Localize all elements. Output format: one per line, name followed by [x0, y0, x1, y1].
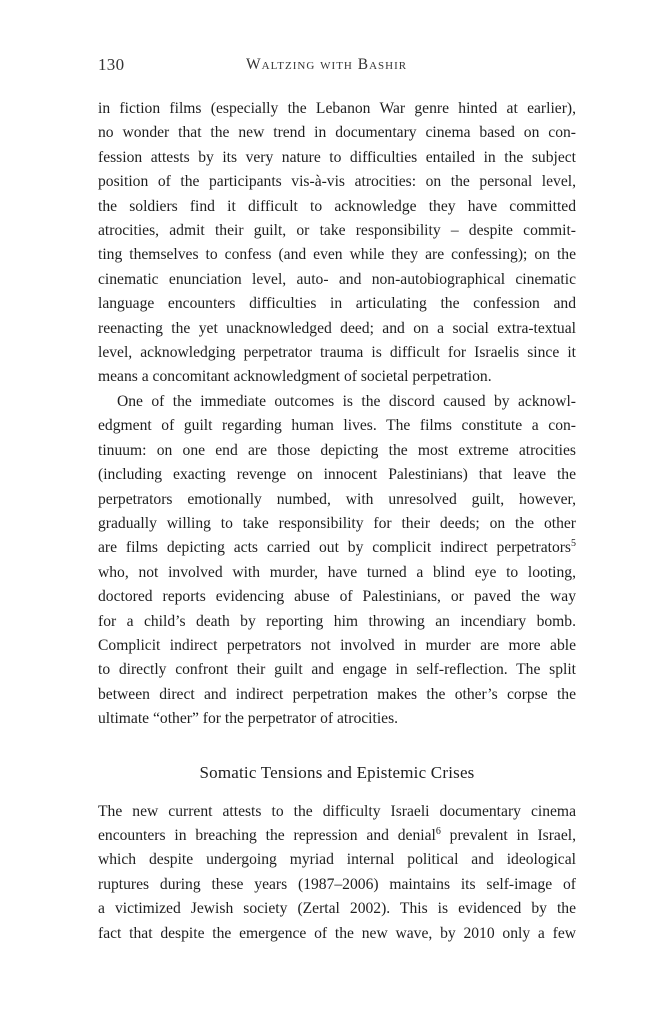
text-fragment: are films depicting acts carried out by complicit indirect perpetrators: [98, 539, 571, 557]
text-line: One of the immediate outcomes is the discord caused by acknowl-: [117, 392, 576, 410]
text-line: between direct and indirect perpetration makes the other’s corpse the: [98, 685, 576, 703]
text-line: level, acknowledging perpetrator trauma is difficult for Israelis since it: [98, 344, 576, 362]
text-line: fact that despite the emergence of the new wave, by 2010 only a few: [98, 924, 576, 942]
body-text: [98, 97, 576, 946]
text-line-with-footnote: [98, 536, 576, 560]
section-heading: Somatic Tensions and Epistemic Crises: [199, 762, 475, 782]
footnote-reference-6[interactable]: 6: [435, 825, 441, 837]
text-fragment: prevalent in Israel,: [440, 826, 576, 844]
text-line: language encounters difficulties in articulating the confession and: [98, 295, 576, 313]
text-line: which despite undergoing myriad internal political and ideological: [98, 851, 576, 869]
running-header: [98, 52, 576, 78]
running-title: Waltzing with Bashir: [246, 56, 408, 73]
text-line: position of the participants vis-à-vis atrocities: on the personal level,: [98, 173, 576, 191]
text-line: Complicit indirect perpetrators not involved in murder are more able: [98, 636, 576, 654]
text-line: the soldiers find it difficult to acknowledge they have committed: [98, 197, 576, 215]
text-line: in fiction films (especially the Lebanon War genre hinted at earlier),: [98, 100, 576, 117]
page-number: 130: [98, 55, 125, 74]
text-line: cinematic enunciation level, auto- and non-autobiographical cinematic: [98, 270, 576, 288]
text-fragment: encounters in breaching the repression and denial: [98, 826, 436, 844]
footnote-reference-5[interactable]: 5: [571, 538, 576, 550]
text-line: ting themselves to confess (and even while they are confessing); on the: [98, 246, 576, 264]
paragraph-1: [98, 97, 576, 390]
text-line: doctored reports evidencing abuse of Palestinians, or paved the way: [98, 588, 576, 606]
text-line: perpetrators emotionally numbed, with unresolved guilt, however,: [98, 490, 576, 508]
paragraph-3: [98, 800, 576, 946]
text-line: for a child’s death by reporting him throwing an incendiary bomb.: [98, 612, 576, 630]
text-line: ruptures during these years (1987–2006) maintains its self-image of: [98, 875, 576, 893]
text-line: tinuum: on one end are those depicting the most extreme atrocities: [98, 441, 576, 459]
text-line: (including exacting revenge on innocent Palestinians) that leave the: [98, 466, 576, 484]
text-line: gradually willing to take responsibility for their deeds; on the other: [98, 514, 576, 532]
text-line: ultimate “other” for the perpetrator of atrocities.: [98, 710, 399, 728]
text-line-with-footnote: [98, 824, 576, 848]
text-line: The new current attests to the difficulty Israeli documentary cinema: [98, 802, 576, 820]
text-line: fession attests by its very nature to difficulties entailed in the subject: [98, 148, 576, 166]
text-line: to directly confront their guilt and engage in self-reflection. The split: [98, 661, 576, 679]
text-line: edgment of guilt regarding human lives. The films constitute a con-: [98, 417, 576, 435]
text-line: a victimized Jewish society (Zertal 2002). This is evidenced by the: [98, 900, 576, 918]
text-line: atrocities, admit their guilt, or take responsibility – despite commit-: [98, 222, 576, 240]
text-line: no wonder that the new trend in documentary cinema based on con-: [98, 124, 576, 142]
text-line: reenacting the yet unacknowledged deed; and on a social extra-textual: [98, 319, 576, 337]
book-page: [98, 52, 576, 946]
text-line: who, not involved with murder, have turned a blind eye to looting,: [98, 563, 576, 581]
paragraph-2: [98, 390, 576, 732]
text-line: means a concomitant acknowledgment of societal perpetration.: [98, 368, 492, 386]
